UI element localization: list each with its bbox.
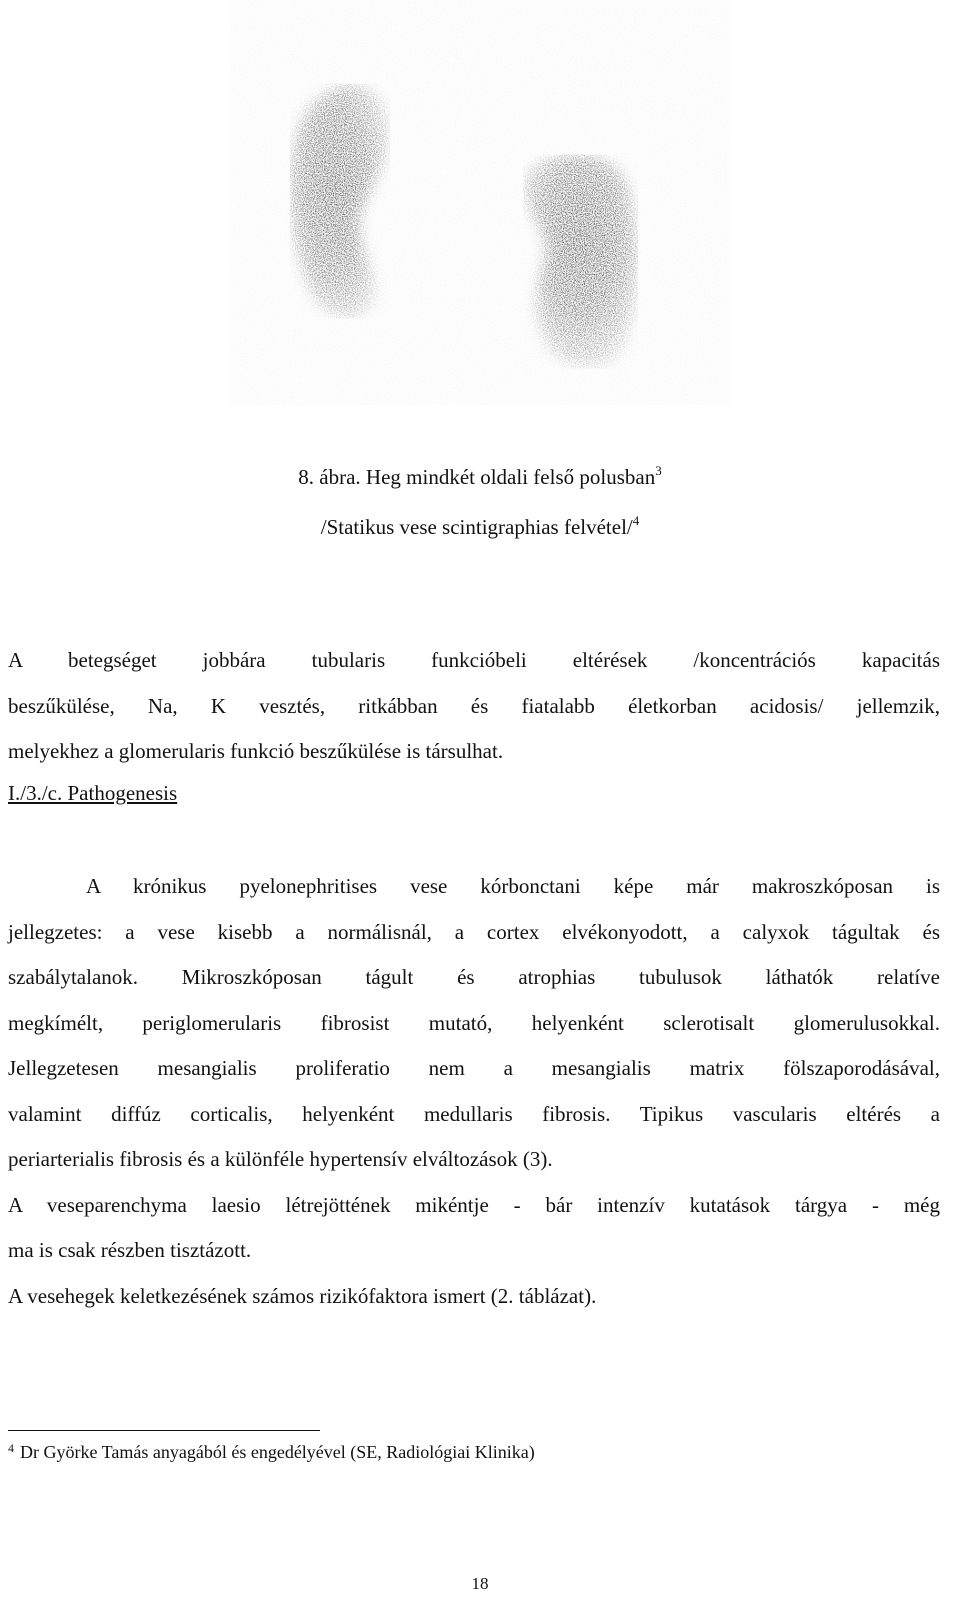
figure-caption-line-1 [0,462,960,492]
paragraph-line: szabálytalanok. Mikroszkóposan tágult és atrophias tubulusok láthatók relatíve [8,965,940,989]
body-paragraph [8,864,940,1319]
footnote-divider [8,1430,320,1431]
figure-caption-line-2 [0,512,960,542]
paragraph-line: melyekhez a glomerularis funkció beszűkülése is társulhat. [8,739,504,763]
section-heading: I./3./c. Pathogenesis [8,781,178,805]
footnote [8,1440,535,1464]
page-number: 18 [471,1574,489,1593]
paragraph-line: beszűkülése, Na, K vesztés, ritkábban és fiatalabb életkorban acidosis/ jellemzik, [8,693,940,718]
paragraph-line: periarterialis fibrosis és a különféle hypertensív elváltozások (3). [8,1147,553,1171]
scintigraphy-image [230,0,730,405]
paragraph-line: A krónikus pyelonephritises vese kórbonctani képe már makroszkóposan is [86,874,940,898]
footnote-ref-3[interactable]: 3 [655,463,662,478]
paragraph-line: Jellegzetesen mesangialis proliferatio nem a mesangialis matrix fölszaporodásával, [8,1056,940,1080]
paragraph-line: megkímélt, periglomerularis fibrosist mutató, helyenként sclerotisalt glomerulusokkal. [8,1010,940,1035]
intro-paragraph [8,638,940,775]
footnote-text: Dr Györke Tamás anyagából és engedélyével (SE, Radiológiai Klinika) [20,1442,535,1462]
footnote-marker: 4 [8,1441,14,1455]
footnote-ref-4[interactable]: 4 [632,513,640,528]
paragraph-line: A veseparenchyma laesio létrejöttének mikéntje - bár intenzív kutatások tárgya - még [8,1192,940,1217]
paragraph-line: A betegséget jobbára tubularis funkcióbeli eltérések /koncentrációs kapacitás [8,648,940,672]
paragraph-line: A vesehegek keletkezésének számos rizikófaktora ismert (2. táblázat). [8,1283,597,1308]
paragraph-line: jellegzetes: a vese kisebb a normálisnál, a cortex elvékonyodott, a calyxok tágultak és [8,919,940,944]
paragraph-line: valamint diffúz corticalis, helyenként medullaris fibrosis. Tipikus vascularis eltérés a [8,1101,940,1126]
caption-text: /Statikus vese scintigraphias felvétel/ [320,515,633,539]
paragraph-line: ma is csak részben tisztázott. [8,1238,252,1262]
caption-text: 8. ábra. Heg mindkét oldali felső polusban [298,465,656,489]
